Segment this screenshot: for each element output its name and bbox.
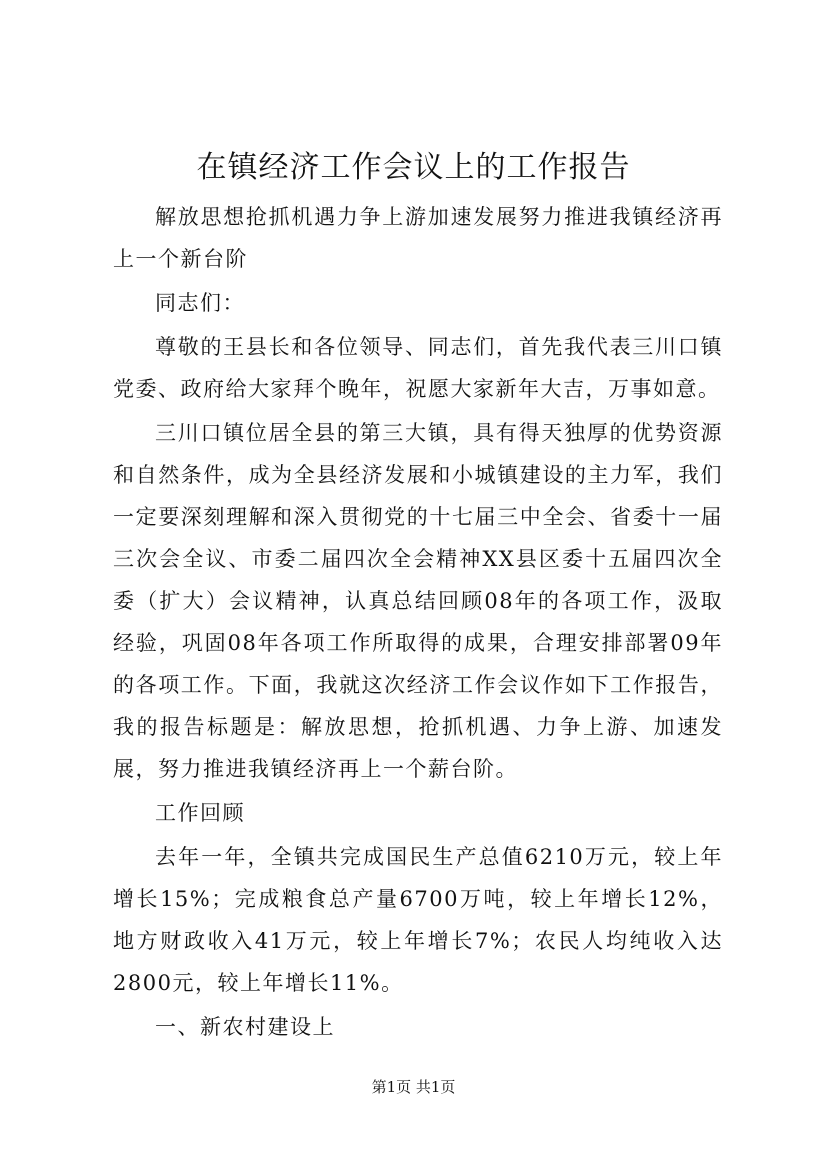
document-title: 在镇经济工作会议上的工作报告 [196, 150, 631, 185]
document-body [113, 196, 723, 1050]
paragraph-subtitle: 解放思想抢抓机遇力争上游加速发展努力推进我镇经济再上一个新台阶 [113, 205, 723, 271]
paragraph-statistics: 去年一年，全镇共完成国民生产总值6210万元，较上年增长15%；完成粮食总产量6700万吨，较上年增长12%，地方财政收入41万元，较上年增长7%；农民人均纯收入达2800元，较上年增长11%。 [113, 845, 723, 995]
section-heading-new-countryside: 一、新农村建设上 [155, 1015, 335, 1039]
section-heading-work-review: 工作回顾 [155, 801, 245, 825]
page-footer: 第1页 共1页 [371, 1078, 456, 1096]
paragraph-introduction: 三川口镇位居全县的第三大镇，具有得天独厚的优势资源和自然条件，成为全县经济发展和小城镇建设的主力军，我们一定要深刻理解和深入贯彻党的十七届三中全会、省委十一届三次会全议、市委二届四次全会精神XX县区委十五届四次全委（扩大）会议精神，认真总结回顾08年的各项工作，汲取经验，巩固08年各项工作所取得的成果，合理安排部署09年的各项工作。下面，我就这次经济工作会议作如下工作报告，我的报告标题是：解放思想，抢抓机遇、力争上游、加速发展，努力推进我镇经济再上一个薪台阶。 [113, 421, 723, 781]
paragraph-greeting: 尊敬的王县长和各位领导、同志们，首先我代表三川口镇党委、政府给大家拜个晚年，祝愿大家新年大吉，万事如意。 [113, 335, 723, 401]
paragraph-salutation: 同志们： [155, 291, 245, 315]
